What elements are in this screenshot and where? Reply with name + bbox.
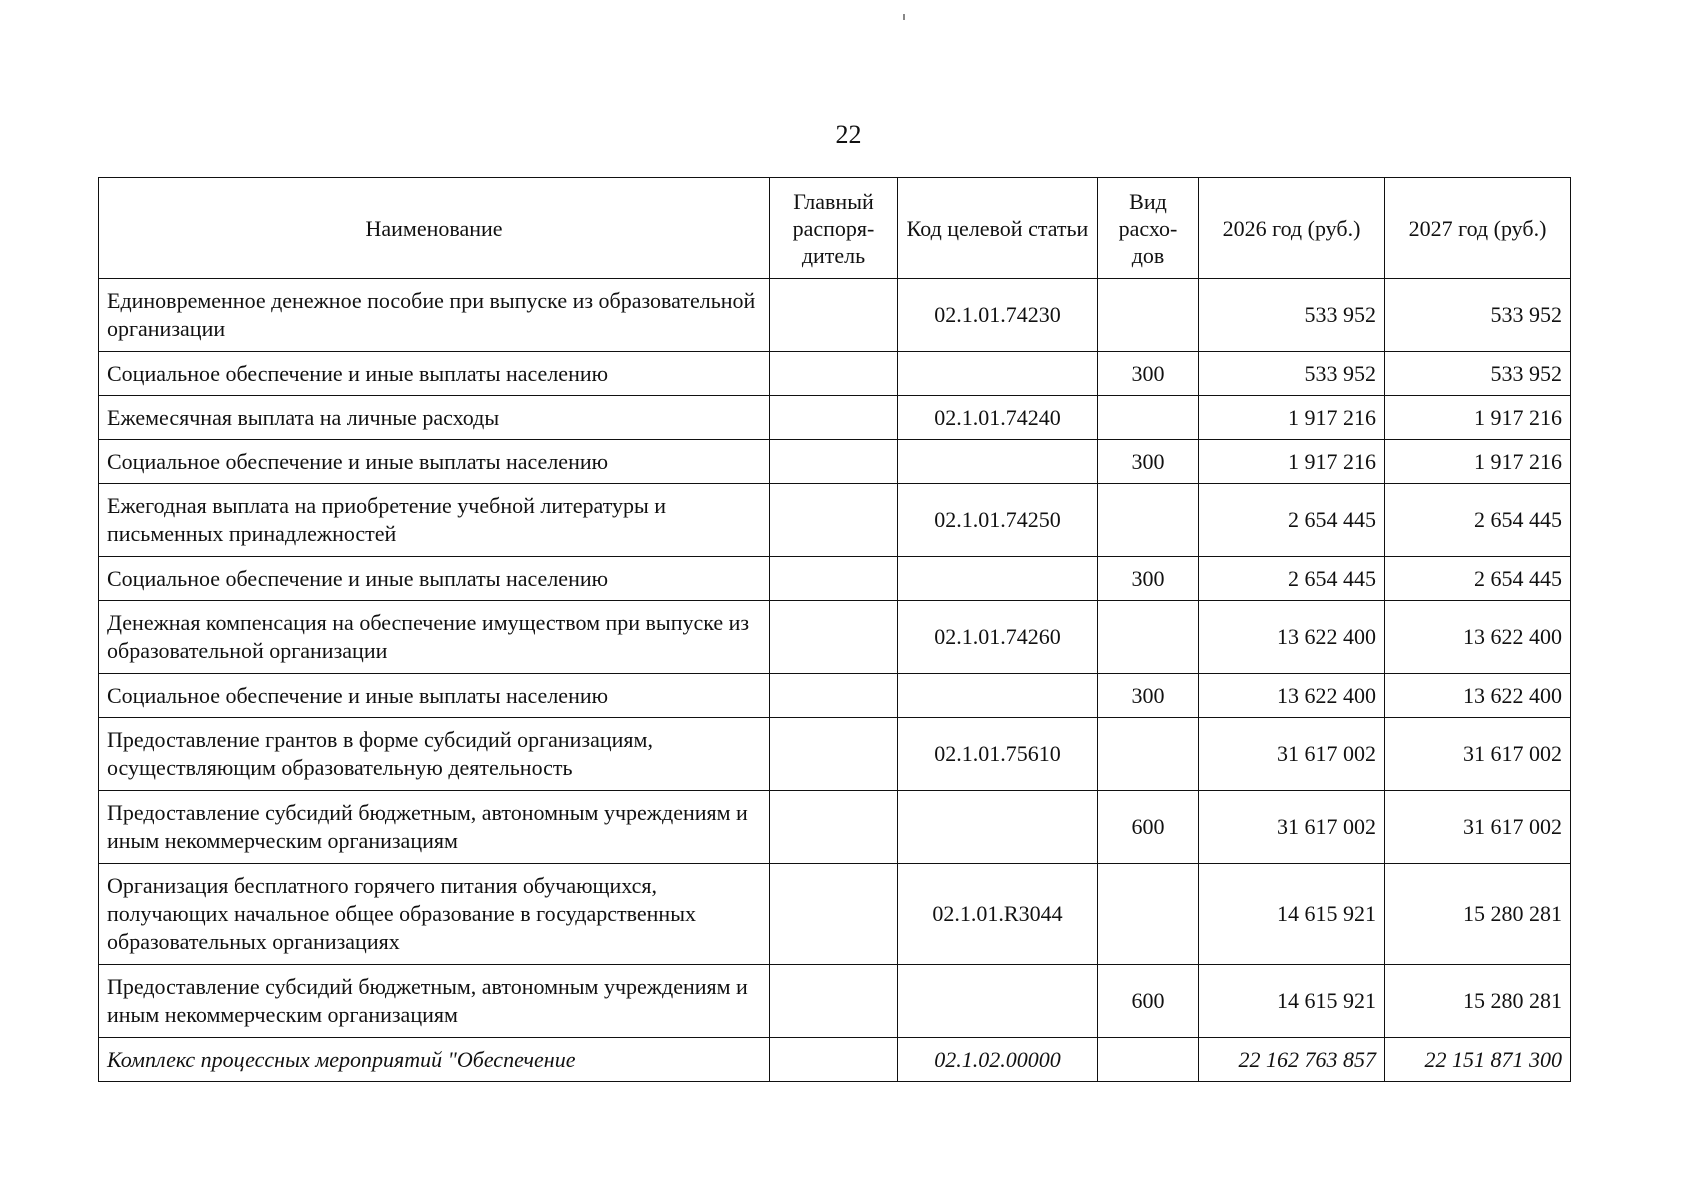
table-row: [99, 396, 1571, 440]
cell-name: Предоставление субсидий бюджетным, автономным учреждениям и иным некоммерческим организациям: [99, 791, 770, 864]
cell-type: 300: [1098, 440, 1199, 484]
cell-name: Социальное обеспечение и иные выплаты населению: [99, 557, 770, 601]
table-row: [99, 484, 1571, 557]
cell-name: Организация бесплатного горячего питания обучающихся, получающих начальное общее образование в государственных образовательных организациях: [99, 864, 770, 965]
cell-type: [1098, 864, 1199, 965]
table-row: [99, 352, 1571, 396]
cell-manager: [770, 352, 898, 396]
cell-2026: 1 917 216: [1199, 396, 1385, 440]
cell-manager: [770, 557, 898, 601]
table-row: [99, 864, 1571, 965]
cell-manager: [770, 965, 898, 1038]
cell-manager: [770, 484, 898, 557]
table-row: [99, 440, 1571, 484]
cell-2027: 1 917 216: [1385, 440, 1571, 484]
cell-name: Социальное обеспечение и иные выплаты населению: [99, 674, 770, 718]
table-row: [99, 1038, 1571, 1082]
cell-manager: [770, 440, 898, 484]
header-expense-type: Вид расхо-дов: [1098, 178, 1199, 279]
cell-2027: 13 622 400: [1385, 601, 1571, 674]
cell-code: 02.1.01.R3044: [898, 864, 1098, 965]
cell-code: [898, 352, 1098, 396]
header-target-code: Код целевой статьи: [898, 178, 1098, 279]
cell-2026: 14 615 921: [1199, 965, 1385, 1038]
cell-name: Денежная компенсация на обеспечение имуществом при выпуске из образовательной организации: [99, 601, 770, 674]
cell-2026: 22 162 763 857: [1199, 1038, 1385, 1082]
cell-2026: 533 952: [1199, 279, 1385, 352]
cell-2027: 15 280 281: [1385, 864, 1571, 965]
cell-2026: 2 654 445: [1199, 557, 1385, 601]
cell-2027: 15 280 281: [1385, 965, 1571, 1038]
cell-name: Предоставление субсидий бюджетным, автономным учреждениям и иным некоммерческим организациям: [99, 965, 770, 1038]
cell-name: Комплекс процессных мероприятий "Обеспечение: [99, 1038, 770, 1082]
cell-type: 300: [1098, 674, 1199, 718]
table-row: [99, 557, 1571, 601]
cell-manager: [770, 674, 898, 718]
cell-2026: 13 622 400: [1199, 674, 1385, 718]
cell-code: 02.1.02.00000: [898, 1038, 1098, 1082]
cell-2027: 533 952: [1385, 279, 1571, 352]
cell-manager: [770, 396, 898, 440]
cell-2026: 533 952: [1199, 352, 1385, 396]
cell-name: Социальное обеспечение и иные выплаты населению: [99, 440, 770, 484]
table-row: [99, 965, 1571, 1038]
cell-2027: 31 617 002: [1385, 791, 1571, 864]
cell-2026: 13 622 400: [1199, 601, 1385, 674]
header-name: Наименование: [99, 178, 770, 279]
cell-code: 02.1.01.74230: [898, 279, 1098, 352]
cell-manager: [770, 718, 898, 791]
cell-name: Ежемесячная выплата на личные расходы: [99, 396, 770, 440]
cell-type: [1098, 396, 1199, 440]
cell-manager: [770, 864, 898, 965]
cell-type: 600: [1098, 965, 1199, 1038]
cell-name: Социальное обеспечение и иные выплаты населению: [99, 352, 770, 396]
header-year-2026: 2026 год (руб.): [1199, 178, 1385, 279]
cell-type: [1098, 718, 1199, 791]
cell-manager: [770, 279, 898, 352]
table-row: [99, 718, 1571, 791]
cell-type: [1098, 1038, 1199, 1082]
cell-code: [898, 674, 1098, 718]
cell-2026: 14 615 921: [1199, 864, 1385, 965]
table-row: [99, 791, 1571, 864]
cell-type: 600: [1098, 791, 1199, 864]
cell-code: 02.1.01.74260: [898, 601, 1098, 674]
cell-code: [898, 557, 1098, 601]
cell-2027: 2 654 445: [1385, 484, 1571, 557]
cell-2026: 1 917 216: [1199, 440, 1385, 484]
header-year-2027: 2027 год (руб.): [1385, 178, 1571, 279]
cell-name: Единовременное денежное пособие при выпуске из образовательной организации: [99, 279, 770, 352]
cell-manager: [770, 601, 898, 674]
cell-manager: [770, 1038, 898, 1082]
cell-2027: 533 952: [1385, 352, 1571, 396]
table-header-row: [99, 178, 1571, 279]
cell-2027: 22 151 871 300: [1385, 1038, 1571, 1082]
cell-code: 02.1.01.74240: [898, 396, 1098, 440]
cell-2026: 31 617 002: [1199, 791, 1385, 864]
cell-code: [898, 965, 1098, 1038]
page-number: 22: [835, 120, 862, 149]
cell-name: Предоставление грантов в форме субсидий организациям, осуществляющим образовательную деятельность: [99, 718, 770, 791]
cell-code: 02.1.01.74250: [898, 484, 1098, 557]
table-row: [99, 601, 1571, 674]
cell-type: [1098, 279, 1199, 352]
cell-code: [898, 440, 1098, 484]
cell-type: 300: [1098, 352, 1199, 396]
cell-2027: 13 622 400: [1385, 674, 1571, 718]
cell-2027: 2 654 445: [1385, 557, 1571, 601]
cell-code: [898, 791, 1098, 864]
cell-2026: 2 654 445: [1199, 484, 1385, 557]
cell-manager: [770, 791, 898, 864]
header-manager: Главный распоря-дитель: [770, 178, 898, 279]
cell-2026: 31 617 002: [1199, 718, 1385, 791]
scan-speck: [903, 14, 905, 20]
budget-table: [98, 177, 1571, 1082]
cell-type: 300: [1098, 557, 1199, 601]
cell-type: [1098, 484, 1199, 557]
cell-2027: 31 617 002: [1385, 718, 1571, 791]
cell-code: 02.1.01.75610: [898, 718, 1098, 791]
table-row: [99, 279, 1571, 352]
cell-type: [1098, 601, 1199, 674]
cell-2027: 1 917 216: [1385, 396, 1571, 440]
cell-name: Ежегодная выплата на приобретение учебной литературы и письменных принадлежностей: [99, 484, 770, 557]
table-row: [99, 674, 1571, 718]
